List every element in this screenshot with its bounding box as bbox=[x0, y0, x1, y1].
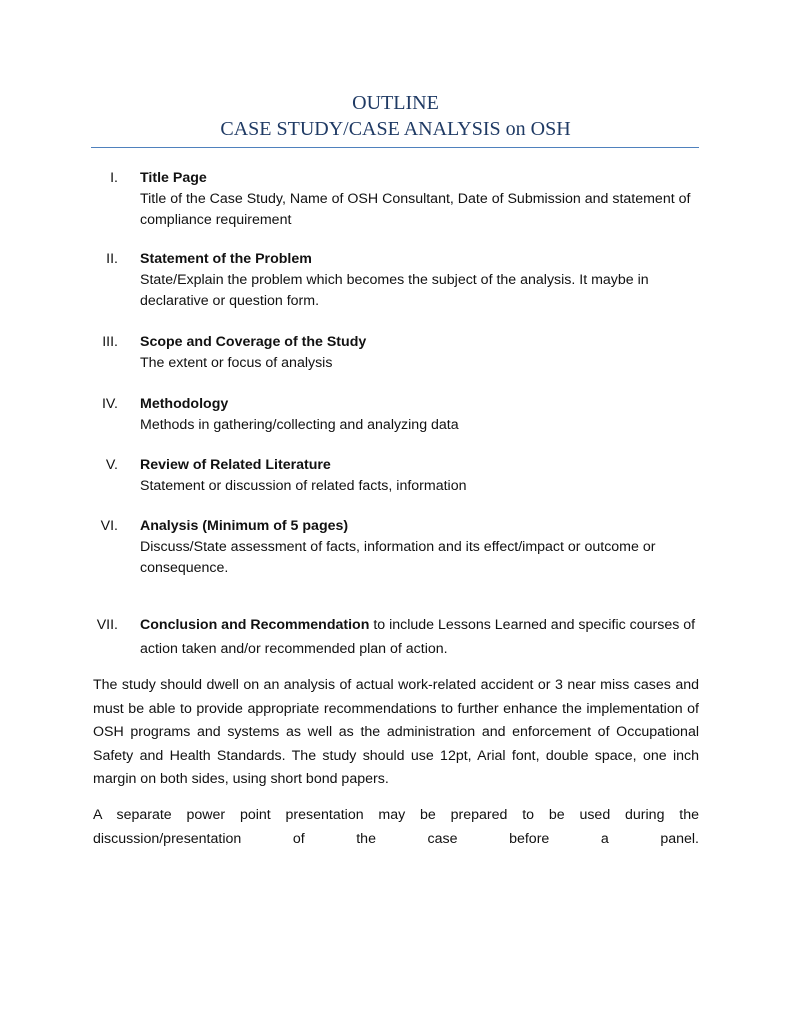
item-number: III. bbox=[102, 334, 118, 350]
item-text: The extent or focus of analysis bbox=[140, 355, 333, 371]
paragraph-study-requirements: The study should dwell on an analysis of actual work-related accident or 3 near miss cases and must be able to provide appropriate recommendations to further enhance the implementation of OSH programs and systems as well as the administration and enforcement of Occupational Safety and Health Standards. The study should use 12pt, Arial font, double space, one inch margin on both sides, using short bond papers. bbox=[93, 677, 699, 787]
title-case-study: CASE STUDY/CASE ANALYSIS on OSH bbox=[220, 118, 571, 140]
title-divider bbox=[91, 147, 699, 148]
item-text: Title of the Case Study, Name of OSH Consultant, Date of Submission and statement of compliance requirement bbox=[140, 191, 691, 228]
item-number: I. bbox=[110, 170, 118, 186]
item-number: VI. bbox=[100, 518, 118, 534]
item-heading: Analysis (Minimum of 5 pages) bbox=[140, 518, 349, 534]
item-heading: Review of Related Literature bbox=[140, 457, 331, 473]
item-number: VII. bbox=[96, 617, 118, 633]
item-text: Discuss/State assessment of facts, information and its effect/impact or outcome or consequence. bbox=[140, 539, 656, 576]
item-text: State/Explain the problem which becomes the subject of the analysis. It maybe in declarative or question form. bbox=[140, 272, 649, 309]
item-heading: Conclusion and Recommendation bbox=[140, 617, 370, 633]
item-heading: Statement of the Problem bbox=[140, 251, 312, 267]
paragraph-presentation: A separate power point presentation may be prepared to be used during the discussion/presentation of the case before a panel. bbox=[93, 807, 699, 847]
title-outline: OUTLINE bbox=[352, 92, 439, 114]
item-number: II. bbox=[106, 251, 118, 267]
item-number: V. bbox=[105, 457, 118, 473]
item-text: to include Lessons Learned and specific courses of action taken and/or recommended plan of action. bbox=[140, 617, 696, 657]
item-heading: Title Page bbox=[140, 170, 207, 186]
item-text: Statement or discussion of related facts, information bbox=[140, 478, 467, 494]
item-number: IV. bbox=[101, 396, 118, 412]
item-heading: Scope and Coverage of the Study bbox=[140, 334, 367, 350]
item-text: Methods in gathering/collecting and analyzing data bbox=[140, 417, 459, 433]
item-heading: Methodology bbox=[140, 396, 229, 412]
